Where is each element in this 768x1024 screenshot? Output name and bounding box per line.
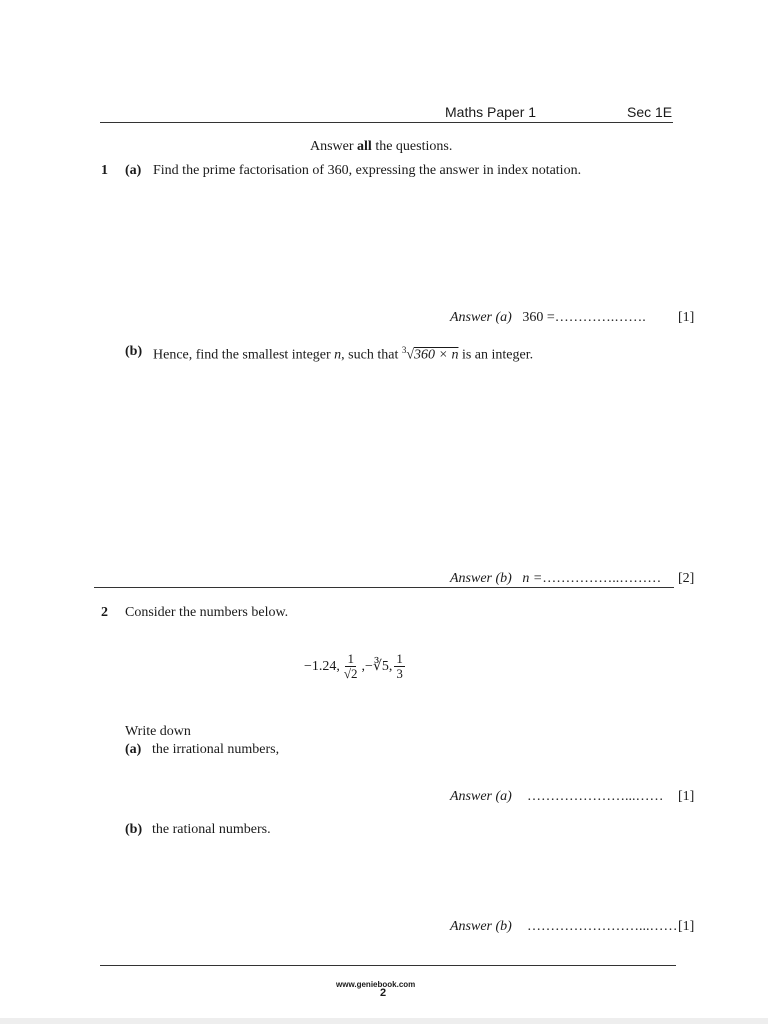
- question-2a-label: (a): [125, 742, 142, 757]
- question-1a-text: Find the prime factorisation of 360, expressing the answer in index notation.: [153, 163, 582, 178]
- marks-2a: [1]: [678, 789, 695, 804]
- instruction-prefix: Answer: [310, 139, 358, 154]
- cube-root-index: 3: [401, 345, 407, 355]
- question-1b-label: (b): [125, 344, 143, 359]
- radicand: 360 × n: [414, 347, 459, 363]
- question-2a-text: the irrational numbers,: [152, 742, 280, 757]
- fraction-2-denominator: 3: [396, 666, 403, 682]
- question-1-number: 1: [101, 163, 108, 178]
- number-neg-1-24: −1.24,: [304, 658, 340, 674]
- answer-1a: [450, 310, 646, 326]
- fraction-1-denominator: √2: [343, 666, 358, 682]
- class-label: Sec 1E: [627, 104, 673, 120]
- answer-2b-line[interactable]: ……………………...……: [527, 919, 678, 934]
- question-2-number: 2: [101, 605, 108, 620]
- question-1a-label: (a): [125, 163, 142, 178]
- answer-1a-line[interactable]: ………….…….: [554, 310, 646, 325]
- numbers-list: [304, 652, 407, 682]
- answer-2a-line[interactable]: …………………...……: [527, 789, 664, 804]
- marks-2b: [1]: [678, 919, 695, 934]
- question-1b-text: [153, 345, 533, 364]
- number-neg-cbrt5: −∛5: [365, 659, 389, 675]
- write-down-heading: Write down: [125, 724, 191, 739]
- question-1b-text-mid: , such that: [341, 347, 402, 363]
- fraction-1-over-3: [394, 652, 405, 682]
- scan-bottom-edge: [0, 1018, 768, 1024]
- answer-2b: [450, 919, 512, 935]
- answer-1b: [450, 571, 661, 587]
- answer-1a-label: Answer (a): [450, 310, 512, 325]
- root-symbol: √: [406, 347, 415, 363]
- separator-2: ,: [388, 658, 393, 674]
- marks-1a: [1]: [678, 310, 695, 325]
- marks-1b: [2]: [678, 571, 695, 586]
- footer-rule: [100, 965, 676, 966]
- question-1b-text-before: Hence, find the smallest integer: [153, 347, 335, 363]
- answer-1b-line[interactable]: ……………..………: [542, 571, 662, 586]
- question-2-intro: Consider the numbers below.: [125, 605, 289, 620]
- question-2b-text: the rational numbers.: [152, 822, 271, 837]
- answer-2a: [450, 789, 512, 805]
- question-1b-text-after: is an integer.: [458, 347, 534, 363]
- header-rule: [100, 122, 673, 123]
- answer-2a-label: Answer (a): [450, 789, 512, 804]
- page-number: 2: [380, 987, 387, 999]
- footer-website[interactable]: www.geniebook.com: [336, 980, 416, 989]
- paper-title: Maths Paper 1: [445, 104, 537, 120]
- question-1b-var: n: [334, 347, 342, 363]
- answer-1b-label: Answer (b): [450, 571, 512, 586]
- separator-1: ,: [361, 658, 366, 674]
- question-2b-label: (b): [125, 822, 143, 837]
- answer-1a-prefix: 360 =: [522, 310, 555, 325]
- answer-1b-prefix: n =: [522, 571, 543, 586]
- answer-2b-label: Answer (b): [450, 919, 512, 934]
- fraction-2-numerator: 1: [396, 651, 403, 666]
- fraction-1-over-root2: [342, 652, 360, 682]
- instruction-suffix: the questions.: [371, 139, 453, 154]
- instruction: [310, 139, 452, 155]
- fraction-1-numerator: 1: [347, 651, 354, 666]
- divider-q1-q2: [94, 587, 674, 588]
- instruction-emphasis: all: [357, 139, 372, 154]
